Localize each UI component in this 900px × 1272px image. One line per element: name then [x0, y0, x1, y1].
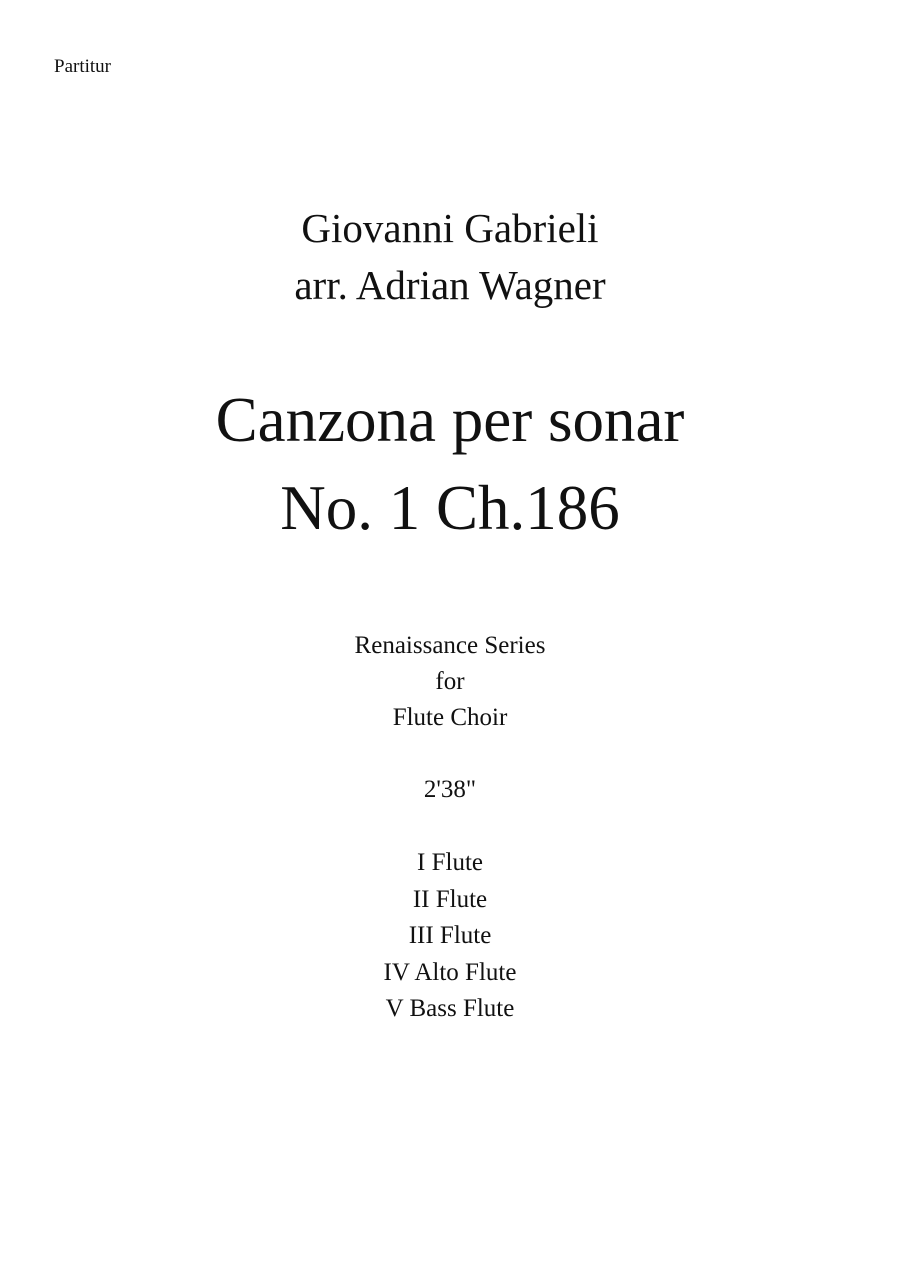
instrument-item: II Flute [412, 885, 488, 913]
title-line-2: No. 1 Ch.186 [280, 473, 620, 543]
arranger-credit: arr. Adrian Wagner [294, 262, 606, 308]
instrument-item: III Flute [408, 922, 492, 949]
series-info [0, 628, 900, 736]
title-line-1: Canzona per sonar [215, 385, 685, 455]
series-name: Renaissance Series [354, 632, 546, 659]
partitur-label: Partitur [54, 56, 111, 77]
series-connector: for [435, 668, 465, 695]
duration: 2'38" [423, 776, 477, 803]
instrument-list [0, 845, 900, 1028]
instrument-item: V Bass Flute [385, 995, 515, 1022]
composer-name: Giovanni Gabrieli [301, 205, 599, 251]
instrument-item: I Flute [417, 849, 483, 876]
ensemble-name: Flute Choir [392, 704, 508, 731]
instrument-item: IV Alto Flute [383, 958, 517, 986]
